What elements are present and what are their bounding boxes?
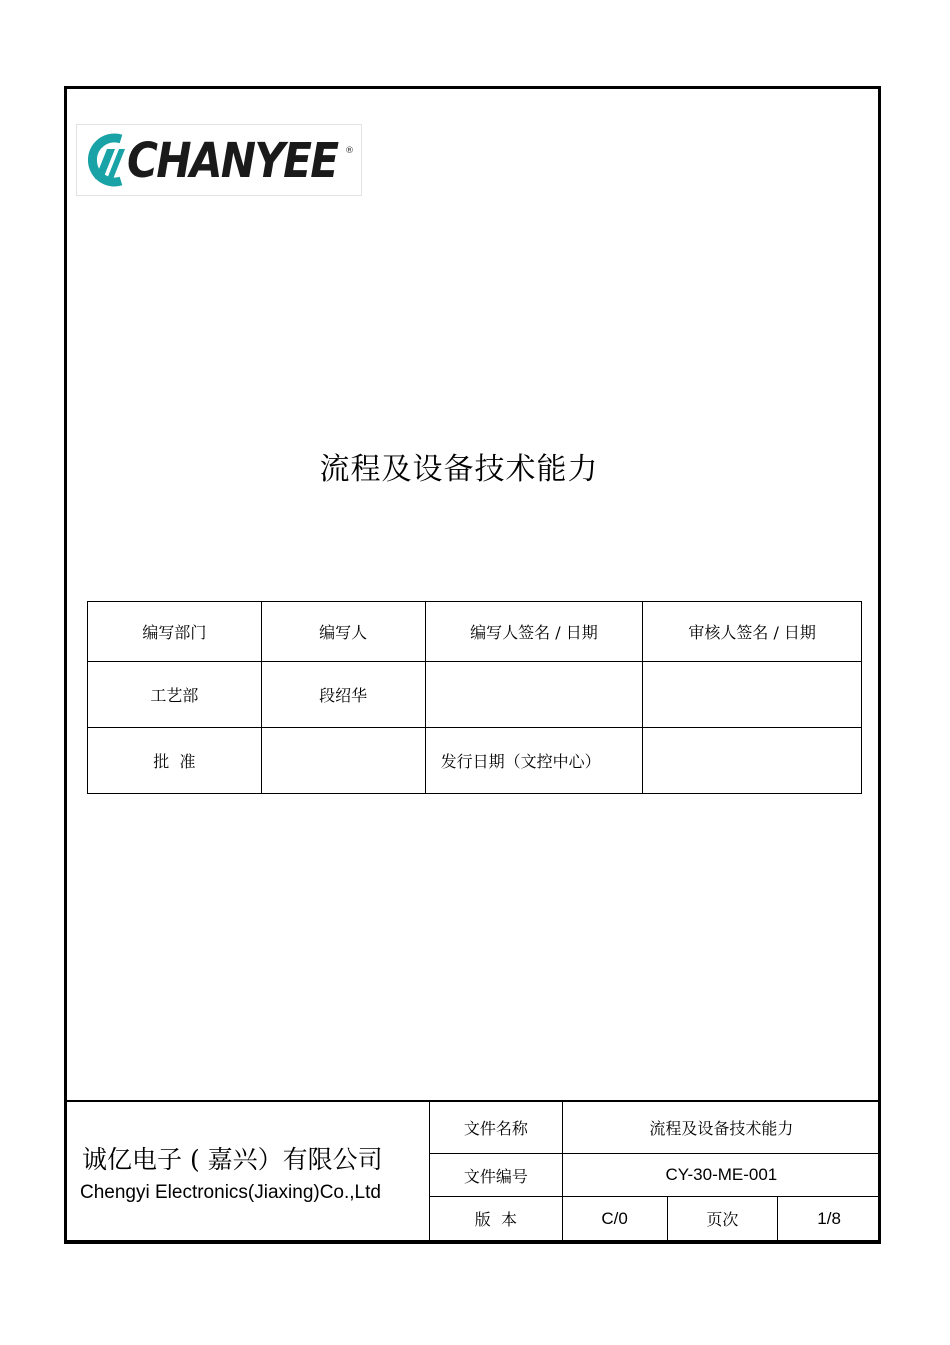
logo-wordmark: CHANYEE [127, 133, 338, 189]
cell-author-sign [425, 662, 643, 728]
cell-approve-value [261, 728, 425, 794]
file-number-value: CY-30-ME-001 [562, 1154, 880, 1197]
bottom-divider [64, 1240, 881, 1241]
table-row [88, 662, 862, 728]
page-value: 1/8 [778, 1197, 881, 1241]
signature-table [87, 601, 862, 794]
document-title: 流程及设备技术能力 [319, 452, 599, 487]
file-name-label: 文件名称 [430, 1102, 563, 1154]
company-name-cn: 诚亿电子 ( 嘉兴）有限公司 [82, 1145, 383, 1174]
cell-release-date-label: 发行日期（文控中心） [425, 728, 643, 794]
header-dept: 编写部门 [88, 602, 262, 662]
version-value: C/0 [562, 1197, 667, 1241]
cell-release-date-value [643, 728, 862, 794]
header-author-sign: 编写人签名 / 日期 [425, 602, 643, 662]
cell-reviewer-sign [643, 662, 862, 728]
page-label: 页次 [667, 1197, 778, 1241]
registered-mark: ® [345, 146, 354, 156]
table-row [88, 728, 862, 794]
cell-author: 段绍华 [261, 662, 425, 728]
table-row [88, 602, 862, 662]
document-info-table [429, 1101, 881, 1241]
cell-dept: 工艺部 [88, 662, 262, 728]
cell-approve-label: 批 准 [88, 728, 262, 794]
table-row [430, 1197, 881, 1241]
header-reviewer-sign: 审核人签名 / 日期 [643, 602, 862, 662]
file-number-label: 文件编号 [430, 1154, 563, 1197]
chanyee-logo-mark-icon [81, 129, 127, 191]
version-label: 版 本 [430, 1197, 563, 1241]
company-logo [76, 124, 362, 196]
file-name-value: 流程及设备技术能力 [562, 1102, 880, 1154]
table-row [430, 1154, 881, 1197]
header-author: 编写人 [261, 602, 425, 662]
company-name-en: Chengyi Electronics(Jiaxing)Co.,Ltd [80, 1182, 381, 1203]
table-row [430, 1102, 881, 1154]
